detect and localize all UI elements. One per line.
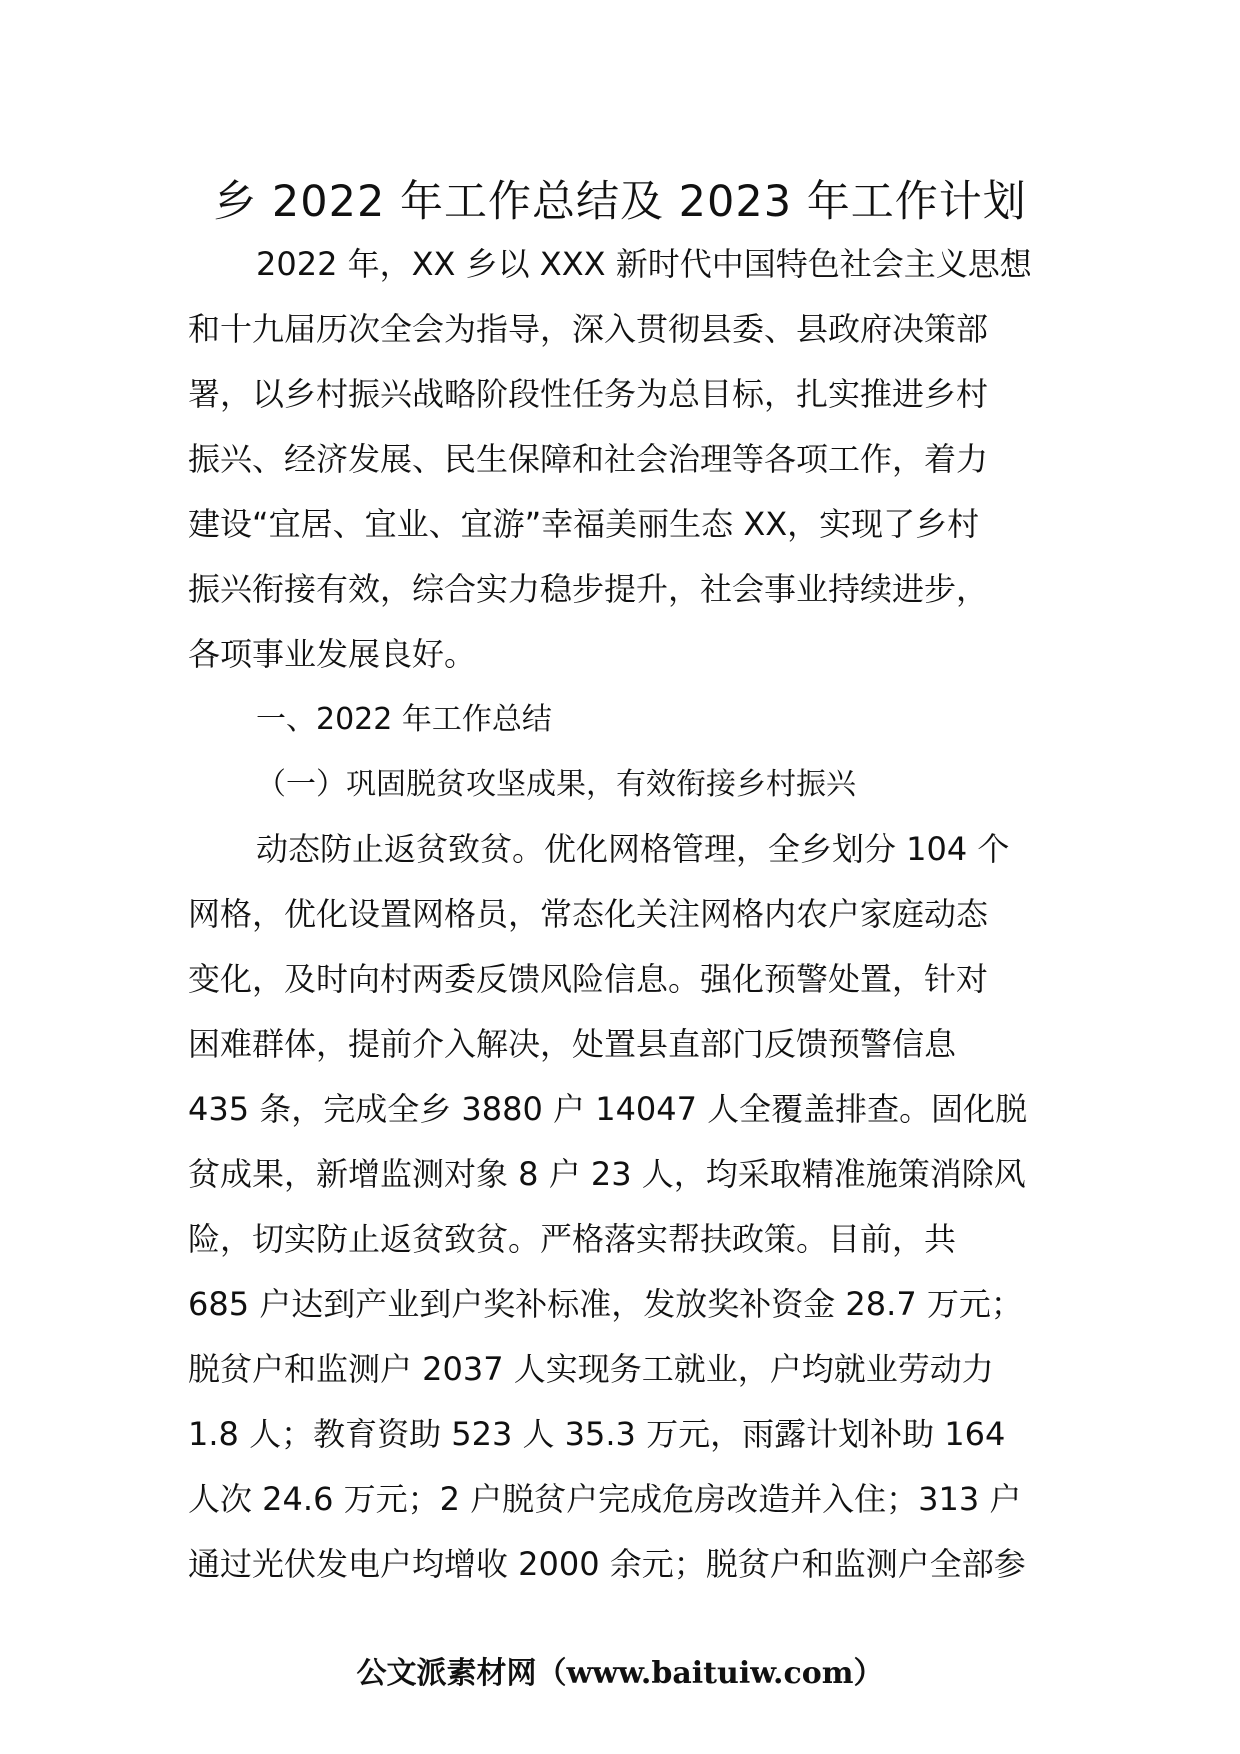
paragraph-line: 1.8 人；教育资助 523 人 35.3 万元，雨露计划补助 164	[188, 1415, 1006, 1453]
paragraph-line: 变化，及时向村两委反馈风险信息。强化预警处置，针对	[188, 960, 989, 998]
paragraph-line: 脱贫户和监测户 2037 人实现务工就业，户均就业劳动力	[188, 1350, 994, 1388]
subsection-heading: （一）巩固脱贫攻坚成果，有效衔接乡村振兴	[256, 767, 856, 802]
footer-watermark: 公文派素材网（www.baituiw.com）	[356, 1656, 884, 1691]
paragraph-line: 建设“宜居、宜业、宜游”幸福美丽生态 XX，实现了乡村	[188, 505, 980, 543]
paragraph-line: 各项事业发展良好。	[188, 635, 477, 673]
paragraph-line: 685 户达到产业到户奖补标准，发放奖补资金 28.7 万元；	[188, 1285, 1023, 1323]
section-heading: 一、2022 年工作总结	[256, 702, 552, 737]
paragraph-line: 贫成果，新增监测对象 8 户 23 人，均采取精准施策消除风	[188, 1155, 1026, 1193]
paragraph-line: 2022 年，XX 乡以 XXX 新时代中国特色社会主义思想	[256, 245, 1032, 283]
paragraph-line: 人次 24.6 万元；2 户脱贫户完成危房改造并入住；313 户	[188, 1480, 1022, 1518]
paragraph-line: 署，以乡村振兴战略阶段性任务为总目标，扎实推进乡村	[188, 375, 989, 413]
document-body	[188, 232, 1058, 1597]
paragraph-line: 振兴、经济发展、民生保障和社会治理等各项工作，着力	[188, 440, 989, 478]
paragraph-line: 险，切实防止返贫致贫。严格落实帮扶政策。目前，共	[188, 1220, 957, 1258]
paragraph-line: 435 条，完成全乡 3880 户 14047 人全覆盖排查。固化脱	[188, 1090, 1028, 1128]
paragraph-line: 网格，优化设置网格员，常态化关注网格内农户家庭动态	[188, 895, 989, 933]
paragraph-line: 和十九届历次全会为指导，深入贯彻县委、县政府决策部	[188, 310, 989, 348]
paragraph-line: 动态防止返贫致贫。优化网格管理，全乡划分 104 个	[256, 830, 1010, 868]
paragraph-line: 通过光伏发电户均增收 2000 余元；脱贫户和监测户全部参	[188, 1545, 1026, 1583]
paragraph-line: 振兴衔接有效，综合实力稳步提升，社会事业持续进步，	[188, 570, 989, 608]
document-title: 乡 2022 年工作总结及 2023 年工作计划	[213, 177, 1027, 227]
paragraph-line: 困难群体，提前介入解决，处置县直部门反馈预警信息	[188, 1025, 957, 1063]
